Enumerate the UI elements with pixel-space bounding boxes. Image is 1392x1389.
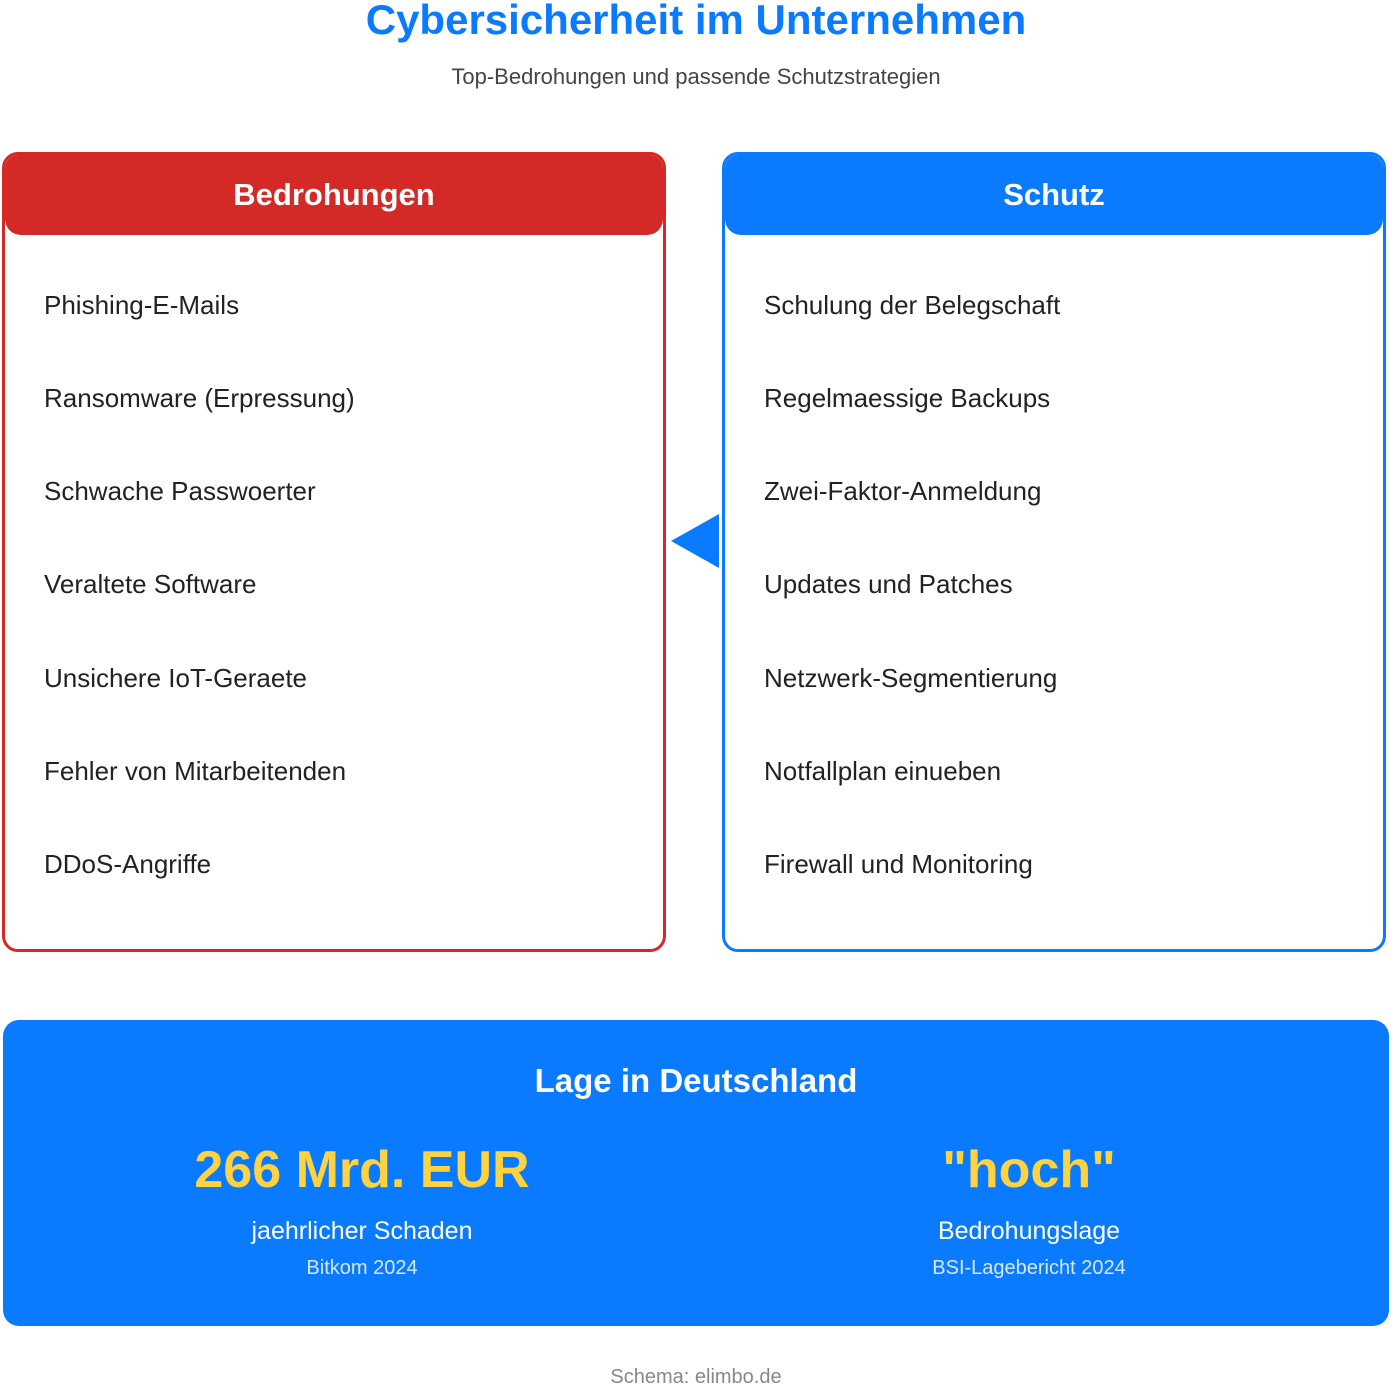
protection-item: Schulung der Belegschaft [764,290,1061,320]
threats-panel [2,152,666,952]
threat-item: Unsichere IoT-Geraete [44,663,308,693]
page-subtitle: Top-Bedrohungen und passende Schutzstrategien [451,64,941,89]
stat-source: Bitkom 2024 [306,1257,418,1279]
protection-item: Firewall und Monitoring [764,849,1033,879]
stat-source: BSI-Lagebericht 2024 [932,1257,1126,1279]
page-title: Cybersicherheit im Unternehmen [365,0,1027,43]
stat-label: Bedrohungslage [937,1217,1121,1245]
stat-label: jaehrlicher Schaden [251,1217,473,1245]
threat-item: DDoS-Angriffe [44,849,212,879]
threat-item: Fehler von Mitarbeitenden [44,756,347,786]
threat-item: Schwache Passwoerter [44,476,316,506]
stats-box [3,1020,1389,1326]
threat-item: Veraltete Software [44,569,257,599]
footer-credit: Schema: elimbo.de [610,1366,782,1388]
protection-item: Regelmaessige Backups [764,383,1051,413]
protection-item: Updates und Patches [764,569,1013,599]
protection-panel-header: Schutz [725,155,1383,235]
threats-panel-header: Bedrohungen [5,155,663,235]
threat-item: Ransomware (Erpressung) [44,383,355,413]
stat-threat-level [779,1138,1279,1280]
stat-value: 266 Mrd. EUR [194,1141,530,1199]
protection-panel [722,152,1386,952]
stat-damage [112,1138,612,1280]
protection-item: Netzwerk-Segmentierung [764,663,1058,693]
protection-item: Notfallplan einueben [764,756,1002,786]
arrow-left-icon [671,514,719,568]
threat-item: Phishing-E-Mails [44,290,240,320]
stats-title: Lage in Deutschland [534,1062,858,1099]
stat-value: "hoch" [942,1141,1116,1199]
protection-item: Zwei-Faktor-Anmeldung [764,476,1042,506]
